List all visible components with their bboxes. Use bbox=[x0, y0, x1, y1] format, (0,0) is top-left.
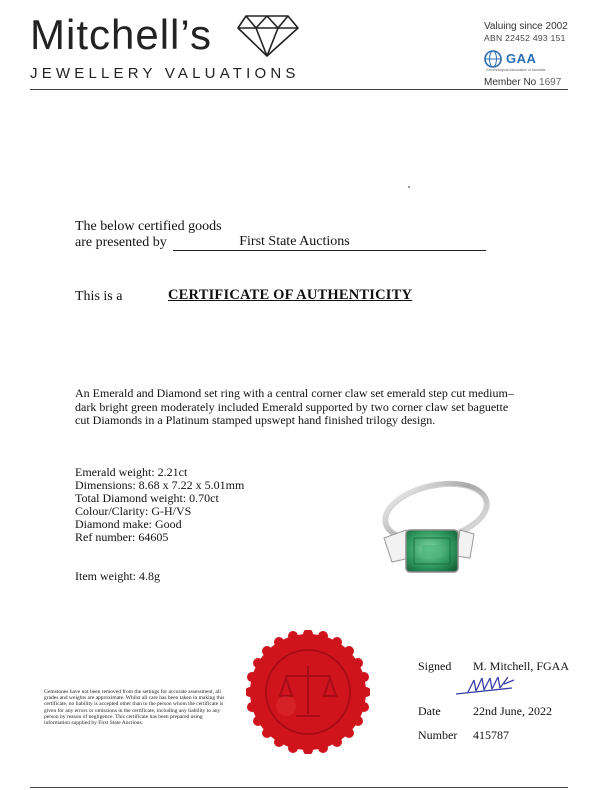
specs-list bbox=[75, 466, 244, 544]
ring-photo bbox=[370, 478, 490, 578]
gaa-logo bbox=[484, 50, 574, 74]
presenter-field bbox=[173, 234, 486, 251]
presenter-name: First State Auctions bbox=[239, 234, 350, 249]
signer-name: M. Mitchell, FGAA bbox=[473, 659, 569, 673]
spec-diamond-make: Diamond make: Good bbox=[75, 517, 182, 531]
member-label: Member No bbox=[484, 77, 537, 88]
presented-by-label: are presented by bbox=[75, 235, 167, 250]
valuing-since: Valuing since 2002 bbox=[484, 21, 568, 32]
wax-seal-icon bbox=[246, 630, 370, 754]
diamond-outline-icon bbox=[236, 12, 300, 58]
footer-divider bbox=[30, 787, 568, 788]
spec-dimensions: Dimensions: 8.68 x 7.22 x 5.01mm bbox=[75, 478, 245, 492]
number-label: Number bbox=[418, 728, 458, 742]
brand-subtitle: JEWELLERY VALUATIONS bbox=[30, 65, 300, 82]
abn-number: ABN 22452 493 151 bbox=[484, 33, 566, 43]
header-info bbox=[484, 20, 568, 43]
intro-line-1: The below certified goods bbox=[75, 219, 222, 234]
certificate-title: CERTIFICATE OF AUTHENTICITY bbox=[168, 287, 413, 303]
gaa-logo-text: GAA bbox=[506, 51, 537, 66]
date-value: 22nd June, 2022 bbox=[473, 704, 552, 718]
spec-diamond-weight: Total Diamond weight: 0.70ct bbox=[75, 491, 219, 505]
speck bbox=[408, 186, 410, 188]
header-divider bbox=[30, 89, 568, 90]
handwritten-signature bbox=[454, 674, 516, 700]
globe-icon bbox=[484, 50, 502, 68]
spec-colour-clarity: Colour/Clarity: G-H/VS bbox=[75, 504, 192, 518]
intro-line-2 bbox=[75, 234, 486, 251]
certificate-prefix: This is a bbox=[75, 289, 123, 304]
disclaimer-text: Gemstones have not been removed from the settings for accurate assessment, all grades and weights are approximate. Whilst all care has been taken in making this certificate, no liability is accepted other than to the person whom the certificate is given for any errors or omissions in the certificate, including any liability to any person by reason of negligence. This certificate has been prepared using information supplied by First State Auctions. bbox=[44, 689, 225, 727]
brand-name: Mitchell’s bbox=[30, 11, 212, 58]
date-label: Date bbox=[418, 704, 441, 718]
number-value: 415787 bbox=[473, 728, 509, 742]
spec-ref-number: Ref number: 64605 bbox=[75, 530, 169, 544]
spec-emerald-weight: Emerald weight: 2.21ct bbox=[75, 465, 188, 479]
item-description: An Emerald and Diamond set ring with a central corner claw set emerald step cut medium–dark bright green moderately included Emerald supported by two corner claw set baguette cut Diamonds in a Platinum stamped upswept hand finished trilogy design. bbox=[75, 386, 514, 427]
member-value: 1697 bbox=[539, 77, 562, 88]
gaa-small-text: Gemmological Association of Australia bbox=[486, 68, 546, 72]
item-weight: Item weight: 4.8g bbox=[75, 569, 160, 583]
signed-label: Signed bbox=[418, 659, 452, 673]
member-number bbox=[484, 77, 561, 88]
